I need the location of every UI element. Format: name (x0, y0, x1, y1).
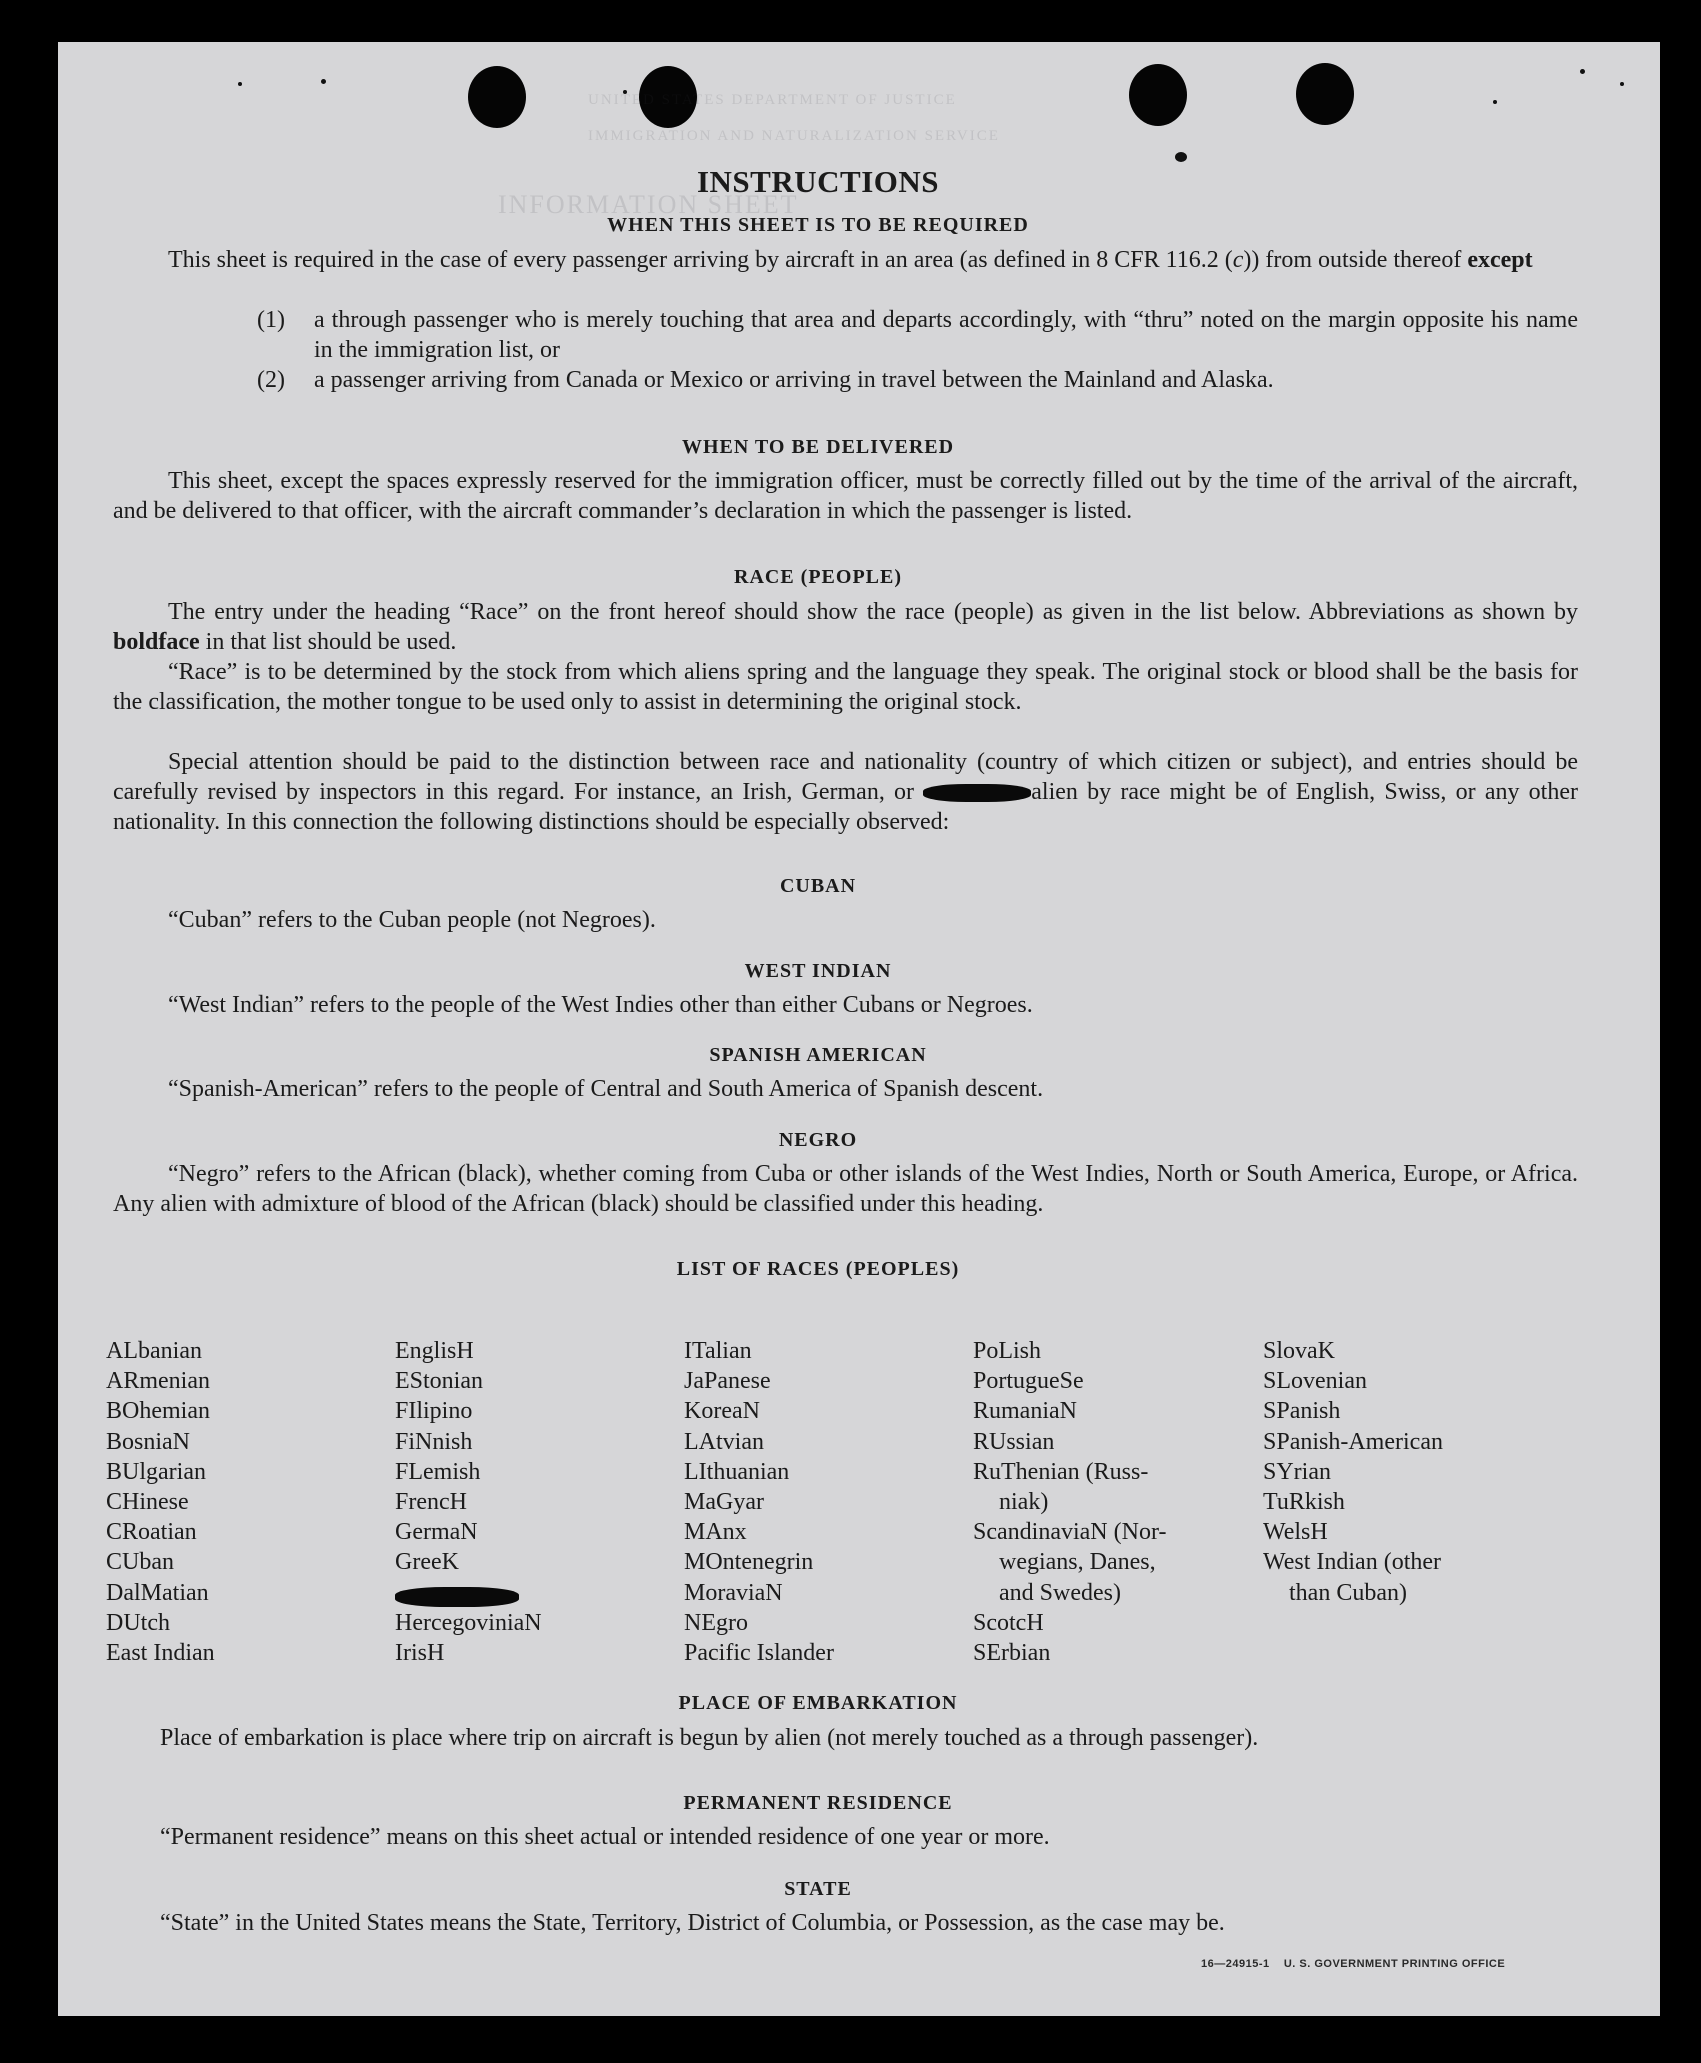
race-p1-text-b: in that list should be used. (199, 629, 457, 655)
race-list-item: BUlgarian (106, 1458, 206, 1485)
cuban-text: “Cuban” refers to the Cuban people (not Negroes). (168, 907, 656, 933)
race-list-item: WelsH (1263, 1519, 1328, 1546)
race-list-item-continuation: wegians, Danes, (999, 1549, 1156, 1576)
section-heading-west-indian: WEST INDIAN (744, 960, 892, 982)
race-list-item: West Indian (other (1263, 1549, 1442, 1576)
race-list-item: KoreaN (684, 1398, 760, 1425)
race-list-item: EStonian (395, 1368, 483, 1395)
race-list-item: DUtch (106, 1609, 170, 1636)
when-required-intro (113, 245, 1578, 275)
section-heading-residence: PERMANENT RESIDENCE (683, 1792, 953, 1814)
race-list-item: IrisH (395, 1640, 445, 1667)
list-item (257, 305, 1578, 365)
race-list-item: HercegoviniaN (395, 1609, 542, 1636)
race-list-item: MaGyar (684, 1489, 764, 1516)
section-heading-spanish-american: SPANISH AMERICAN (709, 1044, 927, 1066)
residence-text: “Permanent residence” means on this sheet actual or intended residence of one year or more. (160, 1824, 1050, 1850)
bleed-through-text: IMMIGRATION AND NATURALIZATION SERVICE (588, 128, 1000, 144)
race-list-item: PortugueSe (973, 1368, 1084, 1395)
race-list-item: SYrian (1263, 1458, 1331, 1485)
race-list-item: SLovenian (1263, 1368, 1367, 1395)
item-text: a through passenger who is merely touching that area and departs accordingly, with “thru” noted on the margin opposite his name in the immigration list, or (314, 307, 1578, 363)
form-number: 16—24915-1 (1201, 1958, 1270, 1970)
redaction-mark (923, 784, 1031, 802)
race-list-item: FIlipino (395, 1398, 473, 1425)
race-list-item: FrencH (395, 1489, 467, 1516)
race-list-item: CUban (106, 1549, 174, 1576)
race-paragraph-2: “Race” is to be determined by the stock from which aliens spring and the language they speak. The original stock or blood shall be the basis for the classification, the mother tongue to be used only to assist in determining the original stock. (113, 659, 1578, 715)
item-number: (1) (257, 307, 285, 333)
race-list-item-continuation: than Cuban) (1289, 1579, 1407, 1606)
section-heading-cuban: CUBAN (779, 875, 857, 897)
item-text: a passenger arriving from Canada or Mexico or arriving in travel between the Mainland and Alaska. (314, 367, 1274, 393)
state-text: “State” in the United States means the State, Territory, District of Columbia, or Possession, as the case may be. (160, 1910, 1225, 1936)
west-indian-text: “West Indian” refers to the people of the West Indies other than either Cubans or Negroes. (168, 992, 1033, 1018)
race-list-column-5 (1263, 1336, 1443, 1608)
race-list-item: FLemish (395, 1458, 481, 1485)
printer-name: U. S. GOVERNMENT PRINTING OFFICE (1283, 1958, 1506, 1970)
race-list-column-2 (395, 1336, 542, 1668)
race-list-item: NEgro (684, 1609, 748, 1636)
race-list-item: Pacific Islander (684, 1640, 834, 1667)
race-list-column-4 (973, 1336, 1243, 1668)
race-list-item: DalMatian (106, 1579, 209, 1606)
race-list-item: RumaniaN (973, 1398, 1077, 1425)
race-p3-text-a: Special attention should be paid to the distinction between race and nationality (country of which citizen or subject), and entries should be carefully revised by inspectors in this regard. For instance, an Irish, German, or (113, 749, 1578, 805)
intro-text-c: c (1232, 247, 1244, 273)
scan-speck (1493, 100, 1497, 104)
race-list-item-redacted (395, 1578, 542, 1608)
section-heading-race: RACE (PEOPLE) (734, 566, 902, 588)
form-code (1201, 1958, 1505, 1970)
race-list-column-1 (106, 1336, 215, 1668)
race-paragraph-1 (113, 597, 1578, 657)
scan-speck (1580, 69, 1585, 74)
race-p3-text-b: alien by race might be of English, Swiss, or any other nationality. In this connection the following distinctions should be especially observed: (113, 779, 1578, 835)
bleed-through-text: UNITED STATES DEPARTMENT OF JUSTICE (588, 92, 957, 108)
page-title: INSTRUCTIONS (696, 164, 939, 199)
race-list-item: EnglisH (395, 1338, 474, 1364)
race-list-item: ARmenian (106, 1368, 210, 1395)
race-p1-bold: boldface (113, 629, 200, 655)
race-list-item: TuRkish (1263, 1489, 1345, 1516)
race-list-item: LIthuanian (684, 1458, 790, 1485)
section-heading-negro: NEGRO (778, 1129, 858, 1151)
race-list-item: BosniaN (106, 1428, 190, 1455)
race-list-item: GermaN (395, 1519, 478, 1546)
race-list-item: SErbian (973, 1640, 1051, 1667)
race-list-item: CRoatian (106, 1519, 197, 1546)
race-list-item-continuation: niak) (999, 1489, 1049, 1516)
spanish-american-text: “Spanish-American” refers to the people of Central and South America of Spanish descent. (168, 1076, 1044, 1102)
punch-hole (1129, 64, 1187, 126)
section-heading-state: STATE (784, 1878, 852, 1900)
race-list-item: PoLish (973, 1338, 1042, 1364)
race-list-item-continuation: and Swedes) (999, 1579, 1121, 1606)
list-item (257, 365, 1578, 395)
section-heading-when-required: WHEN THIS SHEET IS TO BE REQUIRED (607, 214, 1029, 236)
item-number: (2) (257, 367, 285, 393)
bleed-through-text: INFORMATION SHEET (498, 190, 799, 219)
race-list-item: MOntenegrin (684, 1549, 814, 1576)
race-list-item: GreeK (395, 1549, 459, 1576)
race-list-column-3 (684, 1336, 834, 1668)
race-list-item: ScandinaviaN (Nor- (973, 1519, 1167, 1546)
race-list-item: MAnx (684, 1519, 747, 1546)
section-heading-when-delivered: WHEN TO BE DELIVERED (681, 436, 955, 458)
race-list-item: FiNnish (395, 1428, 473, 1455)
race-list-item: ALbanian (106, 1338, 202, 1364)
embarkation-text: Place of embarkation is place where trip on aircraft is begun by alien (not merely touched as a through passenger). (160, 1725, 1259, 1751)
race-p1-text-a: The entry under the heading “Race” on the front hereof should show the race (people) as given in the list below. Abbreviations as shown by (168, 599, 1578, 625)
section-heading-embarkation: PLACE OF EMBARKATION (678, 1692, 958, 1714)
race-list-item: ScotcH (973, 1609, 1044, 1636)
race-list-item: SPanish (1263, 1398, 1341, 1425)
intro-text-b: )) from outside thereof (1243, 247, 1468, 273)
race-list-item: LAtvian (684, 1428, 764, 1455)
when-delivered-text: This sheet, except the spaces expressly reserved for the immigration officer, must be correctly filled out by the time of the arrival of the aircraft, and be delivered to that officer, with the aircraft commander’s declaration in which the passenger is listed. (113, 468, 1578, 524)
race-list-item: SlovaK (1263, 1338, 1335, 1364)
punch-hole (468, 66, 526, 128)
negro-text: “Negro” refers to the African (black), whether coming from Cuba or other islands of the West Indies, North or South America, Europe, or Africa. Any alien with admixture of blood of the African (black) should be classified under this heading. (113, 1161, 1578, 1217)
race-list-item: SPanish-American (1263, 1428, 1443, 1455)
race-list-item: RUssian (973, 1428, 1055, 1455)
redaction-mark (395, 1587, 519, 1607)
race-list-item: RuThenian (Russ- (973, 1458, 1149, 1485)
section-heading-list-of-races: LIST OF RACES (PEOPLES) (676, 1258, 960, 1280)
intro-text-a: This sheet is required in the case of every passenger arriving by aircraft in an area (as defined in 8 CFR 116.2 ( (168, 247, 1233, 273)
race-paragraph-3 (113, 747, 1578, 837)
race-list-item: CHinese (106, 1489, 189, 1516)
scan-speck (1620, 82, 1624, 86)
race-list-item: BOhemian (106, 1398, 210, 1425)
intro-except: except (1467, 247, 1533, 273)
punch-hole (1296, 63, 1354, 125)
scan-speck (1175, 152, 1187, 162)
document-page (58, 42, 1660, 2016)
race-list-item: East Indian (106, 1640, 215, 1667)
scan-speck (321, 79, 326, 84)
race-list-item: MoraviaN (684, 1579, 783, 1606)
race-list-item: JaPanese (684, 1368, 771, 1395)
scan-speck (238, 82, 242, 86)
race-list-item: ITalian (684, 1338, 752, 1364)
